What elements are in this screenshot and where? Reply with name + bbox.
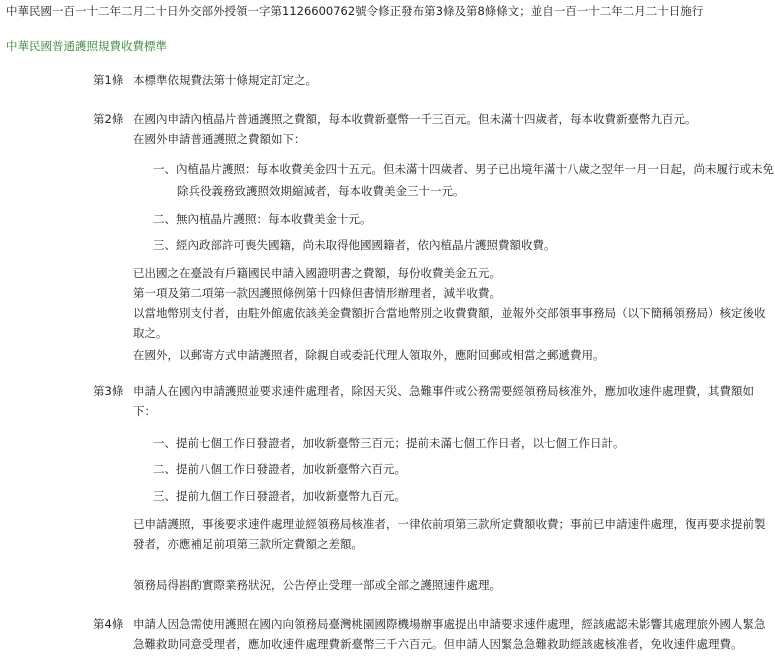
article-label: 第4條	[93, 617, 124, 631]
list-item: 一、內植晶片護照：每本收費美金四十五元。但未滿十四歲者、男子已出境年滿十八歲之翌年一月一日起，尚未履行或未免	[153, 162, 774, 176]
article-line: 取之。	[133, 326, 168, 340]
article-line: 在國外，以郵寄方式申請護照者，除親自或委託代理人領取外，應附回郵或相當之郵遞費用。	[133, 348, 605, 362]
list-item: 二、提前八個工作日發證者，加收新臺幣六百元。	[153, 462, 406, 476]
article-line: 在國外申請普通護照之費額如下：	[133, 132, 306, 146]
article-line: 申請人因急需使用護照在國內向領務局臺灣桃園國際機場辦事處提出申請要求速件處理，經該處認未影響其處理旅外國人緊急	[133, 617, 766, 631]
list-item: 二、無內植晶片護照：每本收費美金十元。	[153, 212, 372, 226]
regulation-title: 中華民國普通護照規費收費標準	[6, 39, 167, 53]
amendment-note: 中華民國一百一十二年二月二十日外交部外授領一字第1126600762號令修正發布第3條及第8條條文；並自一百一十二年二月二十日施行	[6, 4, 704, 18]
article-line: 已出國之在臺設有戶籍國民申請入國證明書之費額，每份收費美金五元。	[133, 266, 501, 280]
article-line: 第一項及第二項第一款因護照條例第十四條但書情形辦理者，減半收費。	[133, 286, 501, 300]
article-line: 下：	[133, 404, 156, 418]
article-label: 第2條	[93, 112, 124, 126]
list-item-continuation: 除兵役義務致護照效期縮減者，每本收費美金三十一元。	[177, 184, 465, 198]
article-line: 領務局得斟酌實際業務狀況，公告停止受理一部或全部之護照速件處理。	[133, 578, 501, 592]
article-line: 本標準依規費法第十條規定訂定之。	[133, 73, 317, 87]
list-item: 三、經內政部許可喪失國籍，尚未取得他國國籍者，依內植晶片護照費額收費。	[153, 238, 556, 252]
article-line: 以當地幣別支付者，由駐外館處依該美金費額折合當地幣別之收費費額，並報外交部領事事務局（以下簡稱領務局）核定後收	[133, 306, 766, 320]
article-line: 已申請護照，事後要求速件處理並經領務局核准者，一律依前項第三款所定費額收費；事前已申請速件處理，復再要求提前製	[133, 517, 766, 531]
article-line: 發者，亦應補足前項第三款所定費額之差額。	[133, 537, 363, 551]
list-item: 一、提前七個工作日發證者，加收新臺幣三百元；提前未滿七個工作日者，以七個工作日計。	[153, 436, 625, 450]
article-line: 急難救助同意受理者，應加收速件處理費新臺幣三千六百元。但申請人因緊急急難救助經該處核准者，免收速件處理費。	[133, 637, 743, 651]
list-item: 三、提前九個工作日發證者，加收新臺幣九百元。	[153, 489, 406, 503]
article-label: 第1條	[93, 73, 124, 87]
article-label: 第3條	[93, 384, 124, 398]
article-line: 在國內申請內植晶片普通護照之費額，每本收費新臺幣一千三百元。但未滿十四歲者，每本收費新臺幣九百元。	[133, 112, 697, 126]
article-line: 申請人在國內申請護照並要求速件處理者，除因天災、急難事件或公務需要經領務局核准外，應加收速件處理費，其費額如	[133, 384, 754, 398]
